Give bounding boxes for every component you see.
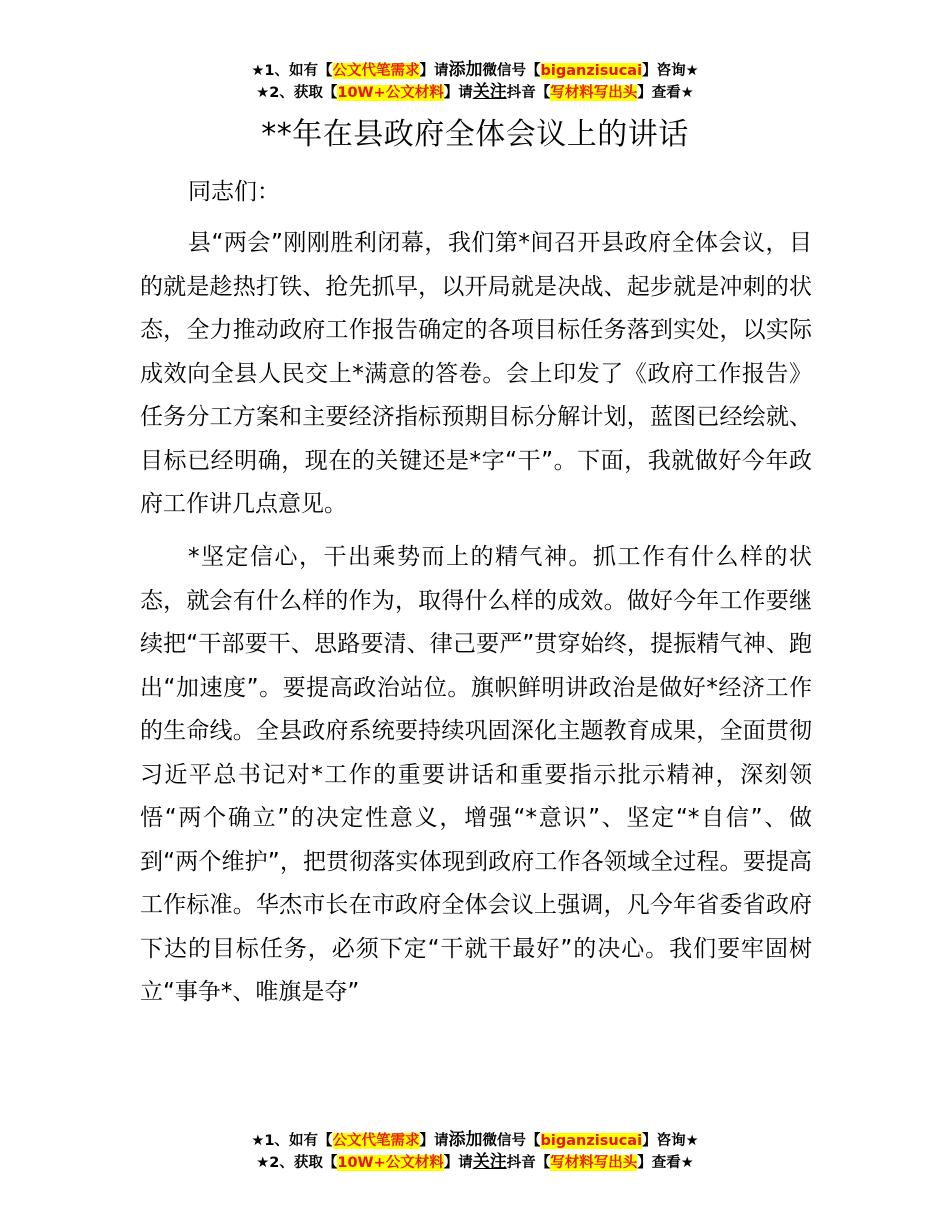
banner-line-1 — [0, 59, 950, 81]
banner-text: 】请 — [419, 63, 449, 79]
banner-text: 2、获取【 — [269, 1155, 338, 1171]
banner-emphasis: 关注 — [472, 1152, 507, 1172]
header-banner — [0, 59, 950, 103]
banner-text: 微信号【 — [482, 1133, 541, 1149]
banner-emphasis: 关注 — [472, 82, 507, 102]
banner-text: 抖音【 — [506, 85, 551, 101]
paragraph-text: *坚定信心，干出乘势而上的精气神。抓工作有什么样的状态，就会有什么样的作为，取得什么样的成效。做好今年工作要继续把“干部要干、思路要清、律己要严”贯穿始终，提振精气神、跑出“加速度”。要提高政治站位。旗帜鲜明讲政治是做好*经济工作的生命线。全县政府系统要持续巩固深化主题教育成果，全面贯彻习近平总书记对*工作的重要讲话和重要指示批示精神，深刻领悟“两个确立”的决定性意义，增强“*意识”、坚定“*自信”、做到“两个维护”，把贯彻落实体现到政府工作各领域全过程。要提高工作标准。华杰市长在市政府全体会议上强调，凡今年省委省政府下达的目标任务，必须下定“干就干最好”的决心。我们要牢固树立“事争*、唯旗是夺” — [140, 544, 812, 1005]
banner-line-1 — [0, 1129, 950, 1151]
salutation — [140, 171, 812, 215]
salutation-text: 同志们： — [188, 179, 280, 205]
banner-text: 抖音【 — [506, 1155, 551, 1171]
banner-line-2 — [0, 81, 950, 103]
highlight-wechat-id: biganzisucai — [540, 1133, 643, 1149]
paragraph-text: 县“两会”刚刚胜利闭幕，我们第*间召开县政府全体会议，目的就是趁热打铁、抢先抓早，以开局就是决战、起步就是冲刺的状态，全力推动政府工作报告确定的各项目标任务落到实处，以实际成效向全县人民交上*满意的答卷。会上印发了《政府工作报告》任务分工方案和主要经济指标预期目标分解计划，蓝图已经绘就、目标已经明确，现在的关键还是*字“干”。下面，我就做好今年政府工作讲几点意见。 — [140, 230, 812, 517]
star-icon: ★ — [256, 1155, 270, 1171]
banner-text: 】咨询★ — [642, 63, 699, 79]
banner-text: 1、如有【 — [264, 1133, 333, 1149]
banner-emphasis: 添加 — [448, 60, 483, 80]
highlight-service: 公文代笔需求 — [332, 63, 420, 79]
banner-text: 】咨询★ — [642, 1133, 699, 1149]
body-paragraph-2 — [140, 536, 812, 1025]
banner-text: 】查看★ — [637, 85, 694, 101]
banner-text: 微信号【 — [482, 63, 541, 79]
banner-text: 】请 — [443, 1155, 473, 1171]
banner-line-2 — [0, 1151, 950, 1173]
banner-emphasis: 添加 — [448, 1130, 483, 1150]
star-icon: ★ — [251, 1133, 265, 1149]
body-paragraph-1 — [140, 222, 812, 537]
footer-banner — [0, 1129, 950, 1173]
star-icon: ★ — [256, 85, 270, 101]
banner-text: 】查看★ — [637, 1155, 694, 1171]
highlight-materials: 10W+公文材料 — [337, 85, 444, 101]
star-icon: ★ — [251, 63, 265, 79]
banner-text: 2、获取【 — [269, 85, 338, 101]
highlight-douyin-id: 写材料写出头 — [550, 85, 638, 101]
document-title: **年在县政府全体会议上的讲话 — [261, 117, 689, 152]
banner-text: 1、如有【 — [264, 63, 333, 79]
highlight-service: 公文代笔需求 — [332, 1133, 420, 1149]
highlight-wechat-id: biganzisucai — [540, 63, 643, 79]
highlight-douyin-id: 写材料写出头 — [550, 1155, 638, 1171]
banner-text: 】请 — [443, 85, 473, 101]
highlight-materials: 10W+公文材料 — [337, 1155, 444, 1171]
banner-text: 】请 — [419, 1133, 449, 1149]
